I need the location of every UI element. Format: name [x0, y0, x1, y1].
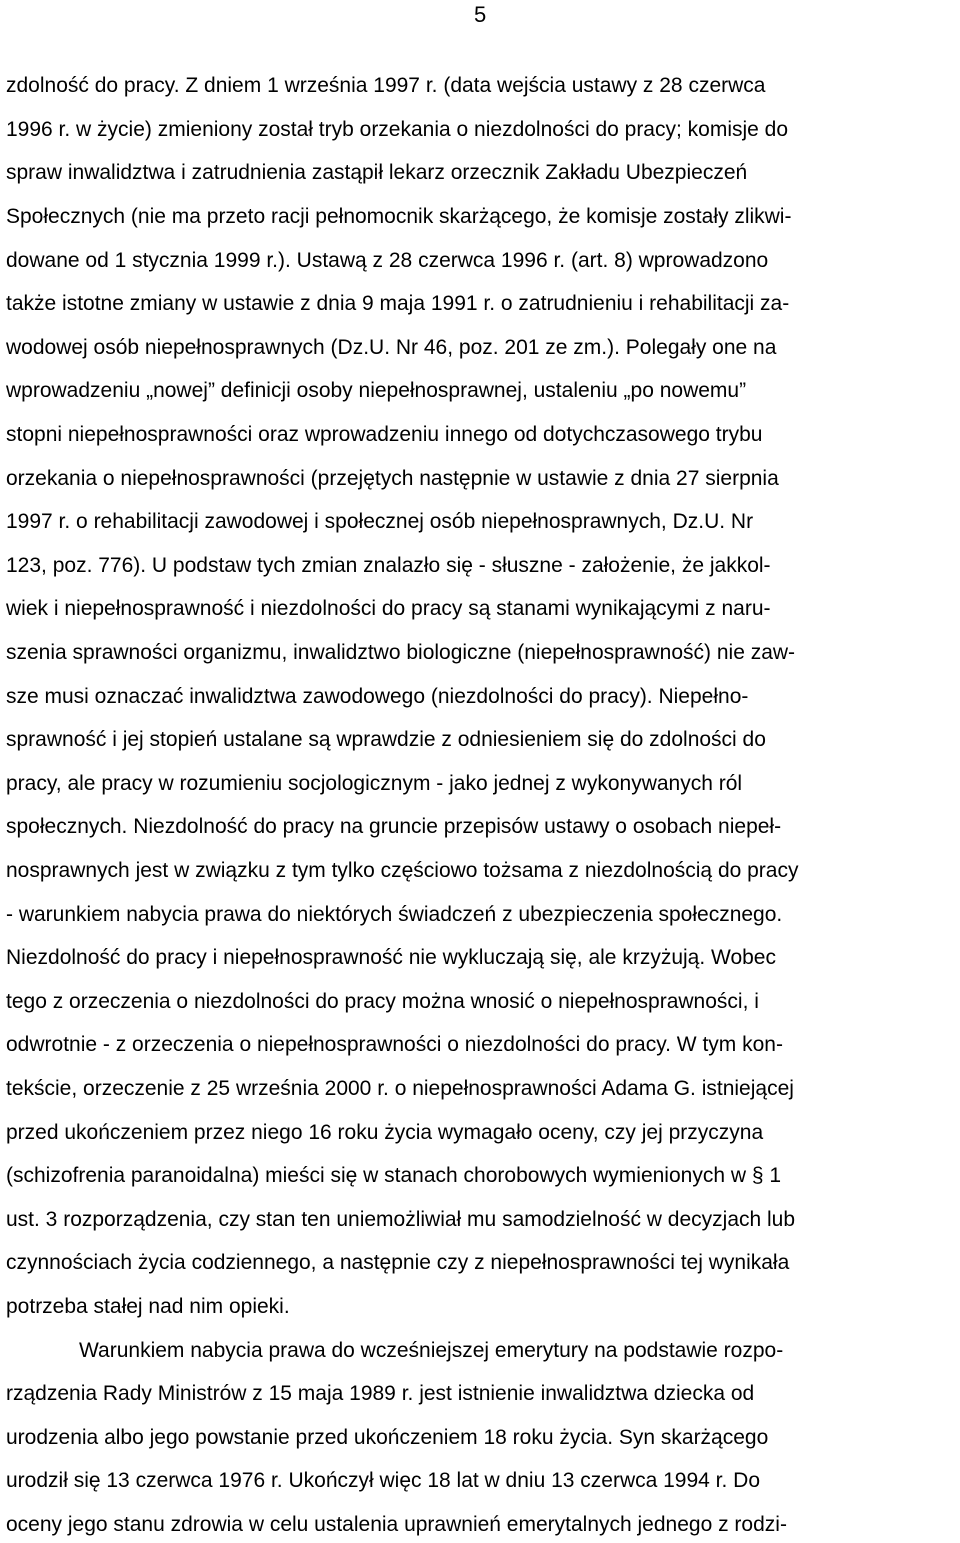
text-line: tekście, orzeczenie z 25 września 2000 r. o niepełnosprawności Adama G. istniejącej — [6, 1077, 794, 1100]
text-line: przed ukończeniem przez niego 16 roku życia wymagało oceny, czy jej przyczyna — [6, 1121, 764, 1144]
text-line: Społecznych (nie ma przeto racji pełnomocnik skarżącego, że komisje zostały zlikwi- — [6, 205, 792, 228]
text-line: czynnościach życia codziennego, a następnie czy z niepełnosprawności tej wynikała — [6, 1251, 790, 1274]
text-line: społecznych. Niezdolność do pracy na gruncie przepisów ustawy o osobach niepeł- — [6, 815, 782, 838]
text-line: odwrotnie - z orzeczenia o niepełnosprawności o niezdolności do pracy. W tym kon- — [6, 1033, 783, 1056]
text-line: sprawność i jej stopień ustalane są wprawdzie z odniesieniem się do zdolności do — [6, 728, 766, 751]
text-line: także istotne zmiany w ustawie z dnia 9 maja 1991 r. o zatrudnieniu i rehabilitacji za- — [6, 292, 790, 315]
paragraph-first-line: Warunkiem nabycia prawa do wcześniejszej emerytury na podstawie rozpo- — [79, 1339, 784, 1362]
page-number: 5 — [474, 2, 487, 27]
text-line: tego z orzeczenia o niezdolności do pracy można wnosić o niepełnosprawności, i — [6, 990, 759, 1013]
text-line: Niezdolność do pracy i niepełnosprawność nie wykluczają się, ale krzyżują. Wobec — [6, 946, 776, 969]
text-line: ust. 3 rozporządzenia, czy stan ten uniemożliwiał mu samodzielność w decyzjach lub — [6, 1208, 796, 1231]
text-line: nosprawnych jest w związku z tym tylko częściowo tożsama z niezdolnością do pracy — [6, 859, 799, 882]
text-line: (schizofrenia paranoidalna) mieści się w stanach chorobowych wymienionych w § 1 — [6, 1164, 782, 1187]
text-line: stopni niepełnosprawności oraz wprowadzeniu innego od dotychczasowego trybu — [6, 423, 763, 446]
text-line: sze musi oznaczać inwalidztwa zawodowego (niezdolności do pracy). Niepełno- — [6, 685, 749, 708]
text-line: oceny jego stanu zdrowia w celu ustalenia uprawnień emerytalnych jednego z rodzi- — [6, 1513, 787, 1536]
text-line: 1997 r. o rehabilitacji zawodowej i społecznej osób niepełnosprawnych, Dz.U. Nr — [6, 510, 754, 533]
text-line: spraw inwalidztwa i zatrudnienia zastąpił lekarz orzecznik Zakładu Ubezpieczeń — [6, 161, 748, 184]
text-line: rządzenia Rady Ministrów z 15 maja 1989 r. jest istnienie inwalidztwa dziecka od — [6, 1382, 755, 1405]
text-line: wiek i niepełnosprawność i niezdolności do pracy są stanami wynikającymi z naru- — [6, 597, 771, 620]
text-line: 1996 r. w życie) zmieniony został tryb orzekania o niezdolności do pracy; komisje do — [6, 118, 789, 141]
text-line: dowane od 1 stycznia 1999 r.). Ustawą z 28 czerwca 1996 r. (art. 8) wprowadzono — [6, 249, 769, 272]
text-line: szenia sprawności organizmu, inwalidztwo biologiczne (niepełnosprawność) nie zaw- — [6, 641, 796, 664]
text-line: wodowej osób niepełnosprawnych (Dz.U. Nr 46, poz. 201 ze zm.). Polegały one na — [6, 336, 777, 359]
text-line: 123, poz. 776). U podstaw tych zmian znalazło się - słuszne - założenie, że jakkol- — [6, 554, 771, 577]
text-line: - warunkiem nabycia prawa do niektórych świadczeń z ubezpieczenia społecznego. — [6, 903, 783, 926]
text-line: zdolność do pracy. Z dniem 1 września 1997 r. (data wejścia ustawy z 28 czerwca — [6, 74, 766, 97]
text-line: orzekania o niepełnosprawności (przejętych następnie w ustawie z dnia 27 sierpnia — [6, 467, 779, 490]
text-line: urodził się 13 czerwca 1976 r. Ukończył więc 18 lat w dniu 13 czerwca 1994 r. Do — [6, 1469, 761, 1492]
text-line: pracy, ale pracy w rozumieniu socjologicznym - jako jednej z wykonywanych ról — [6, 772, 743, 795]
text-line: urodzenia albo jego powstanie przed ukończeniem 18 roku życia. Syn skarżącego — [6, 1426, 769, 1449]
text-line: wprowadzeniu „nowej” definicji osoby niepełnosprawnej, ustaleniu „po nowemu” — [6, 379, 747, 402]
text-line: potrzeba stałej nad nim opieki. — [6, 1295, 290, 1318]
